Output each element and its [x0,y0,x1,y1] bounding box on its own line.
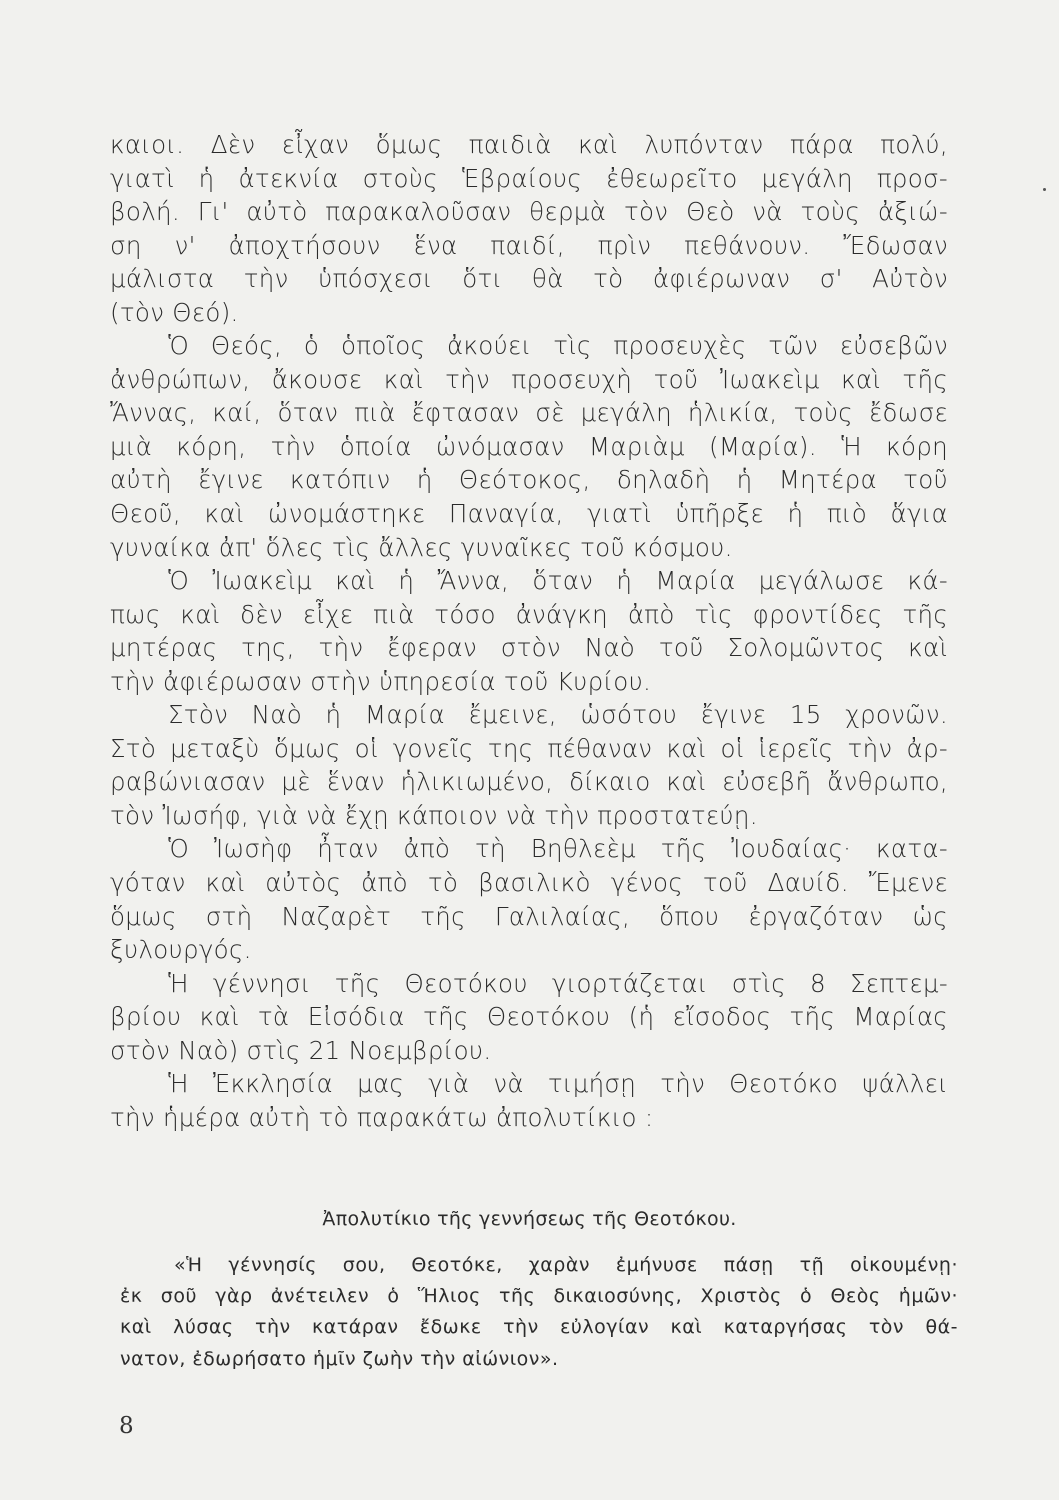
text-line: καιοι. Δὲν εἶχαν ὅμως παιδιὰ καὶ λυπόνταν πάρα πολύ, [110,130,948,159]
text-line: Στὸν Ναὸ ἡ Μαρία ἔμεινε, ὡσότου ἔγινε 15 χρονῶν. [168,700,948,730]
text-line: Ὁ Θεός, ὁ ὁποῖος ἀκούει τὶς προσευχὲς τῶν εὐσεβῶν [168,331,948,361]
page-number: 8 [119,1413,134,1439]
text-line: Θεοῦ, καὶ ὠνομάστηκε Παναγία, γιατὶ ὑπῆρξε ἡ πιὸ ἅγια [110,499,948,529]
text-line: τὸν Ἰωσήφ, γιὰ νὰ ἔχῃ κάποιον νὰ τὴν προστατεύῃ. [110,800,758,830]
text-line: Ὁ Ἰωακεὶμ καὶ ἡ Ἄννα, ὅταν ἡ Μαρία μεγάλωσε κά- [168,566,948,596]
hymn-title: Ἀπολυτίκιο τῆς γεννήσεως τῆς Θεοτόκου. [322,1208,737,1230]
text-line: βολή. Γι' αὐτὸ παρακαλοῦσαν θερμὰ τὸν Θεὸ νὰ τοὺς ἀξιώ- [110,197,948,227]
text-line: ὅμως στὴ Ναζαρὲτ τῆς Γαλιλαίας, ὅπου ἐργαζόταν ὡς [110,901,948,931]
text-line: Ἡ γέννησι τῆς Θεοτόκου γιορτάζεται στὶς 8 Σεπτεμ- [168,968,948,998]
text-line: μητέρας της, τὴν ἔφεραν στὸν Ναὸ τοῦ Σολομῶντος καὶ [110,633,948,663]
text-line: Στὸ μεταξὺ ὅμως οἱ γονεῖς της πέθαναν καὶ οἱ ἱερεῖς τὴν ἀρ- [110,733,948,763]
text-line: βρίου καὶ τὰ Εἰσόδια τῆς Θεοτόκου (ἡ εἴσοδος τῆς Μαρίας [110,1002,948,1032]
text-line: γόταν καὶ αὐτὸς ἀπὸ τὸ βασιλικὸ γένος τοῦ Δαυίδ. Ἔμενε [110,868,948,898]
text-line: ξυλουργός. [110,935,252,965]
text-line: γιατὶ ἡ ἀτεκνία στοὺς Ἑβραίους ἐθεωρεῖτο μεγάλη προσ- [110,163,948,193]
body-text [110,128,948,1134]
hymn-line: ἐκ σοῦ γὰρ ἀνέτειλεν ὁ Ἥλιος τῆς δικαιοσύνης, Χριστὸς ὁ Θεὸς ἡμῶν· [120,1285,958,1308]
text-line: ἀνθρώπων, ἄκουσε καὶ τὴν προσευχὴ τοῦ Ἰωακεὶμ καὶ τῆς [110,364,948,394]
hymn-line: καὶ λύσας τὴν κατάραν ἔδωκε τὴν εὐλογίαν καὶ καταργήσας τὸν θά- [120,1316,958,1339]
text-line: μάλιστα τὴν ὑπόσχεσι ὅτι θὰ τὸ ἀφιέρωναν σ' Αὐτὸν [110,264,948,294]
paper-speck [1043,188,1046,191]
text-line: Ὁ Ἰωσὴφ ἦταν ἀπὸ τὴ Βηθλεὲμ τῆς Ἰουδαίας· κατα- [168,834,948,864]
text-line: ση ν' ἀποχτήσουν ἕνα παιδί, πρὶν πεθάνουν. Ἔδωσαν [110,230,948,260]
text-line: πως καὶ δὲν εἶχε πιὰ τόσο ἀνάγκη ἀπὸ τὶς φροντίδες τῆς [110,599,948,629]
text-line: ραβώνιασαν μὲ ἕναν ἡλικιωμένο, δίκαιο καὶ εὐσεβῆ ἄνθρωπο, [110,767,948,797]
text-line: μιὰ κόρη, τὴν ὁποία ὠνόμασαν Μαριὰμ (Μαρία). Ἡ κόρη [110,431,948,461]
text-line: (τὸν Θεό). [110,297,239,327]
text-line: στὸν Ναὸ) στὶς 21 Νοεμβρίου. [110,1035,492,1065]
text-line: αὐτὴ ἔγινε κατόπιν ἡ Θεότοκος, δηλαδὴ ἡ Μητέρα τοῦ [110,465,948,495]
text-line: τὴν ἡμέρα αὐτὴ τὸ παρακάτω ἀπολυτίκιο : [110,1102,654,1132]
text-line: Ἡ Ἐκκλησία μας γιὰ νὰ τιμήσῃ τὴν Θεοτόκο ψάλλει [168,1069,948,1099]
text-line: γυναίκα ἀπ' ὅλες τὶς ἄλλες γυναῖκες τοῦ κόσμου. [110,532,733,562]
text-line: Ἄννας, καί, ὅταν πιὰ ἔφτασαν σὲ μεγάλη ἡλικία, τοὺς ἔδωσε [110,398,948,428]
hymn-line: «Ἡ γέννησίς σου, Θεοτόκε, χαρὰν ἐμήνυσε πάσῃ τῇ οἰκουμένῃ· [174,1254,958,1276]
text-line: τὴν ἀφιέρωσαν στὴν ὑπηρεσία τοῦ Κυρίου. [110,666,652,696]
hymn-line: νατον, ἐδωρήσατο ἡμῖν ζωὴν τὴν αἰώνιον». [120,1347,559,1370]
hymn-text [120,1250,958,1375]
